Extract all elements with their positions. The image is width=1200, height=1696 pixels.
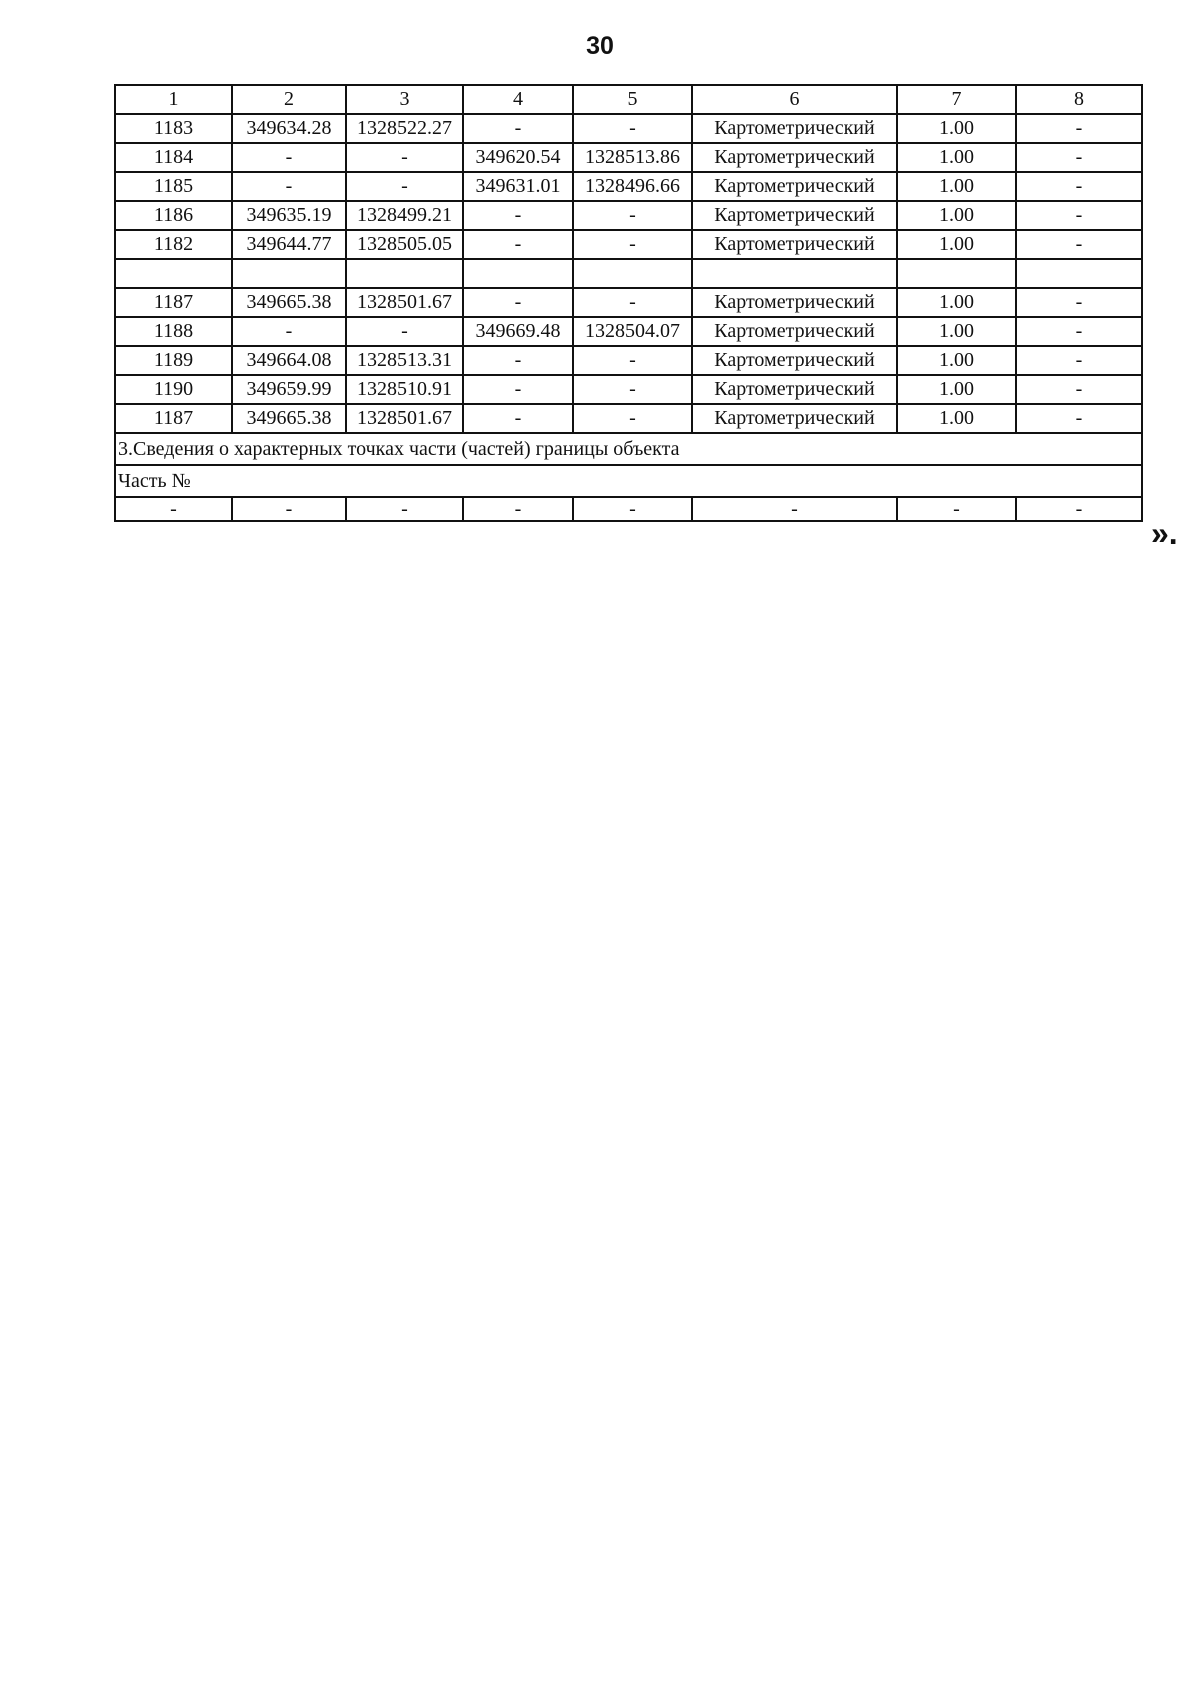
table-cell: 1184	[115, 143, 232, 172]
table-cell: 349659.99	[232, 375, 346, 404]
table-row	[115, 143, 1142, 172]
table-cell: 1328501.67	[346, 288, 463, 317]
table-cell: 1185	[115, 172, 232, 201]
table-cell: Картометрический	[692, 317, 897, 346]
dash-cell: -	[692, 497, 897, 521]
dash-cell: -	[232, 497, 346, 521]
header-cell: 5	[573, 85, 692, 114]
table-cell: -	[1016, 404, 1142, 433]
table-cell: 1328496.66	[573, 172, 692, 201]
table-row	[115, 288, 1142, 317]
table-cell: 1.00	[897, 201, 1016, 230]
table-cell: -	[463, 230, 573, 259]
table-cell: -	[1016, 201, 1142, 230]
table-cell: 349644.77	[232, 230, 346, 259]
table-cell: -	[463, 375, 573, 404]
header-cell: 3	[346, 85, 463, 114]
coordinates-table	[114, 84, 1143, 522]
part-label: Часть №	[115, 465, 1142, 497]
table-cell: Картометрический	[692, 230, 897, 259]
table-cell: 1.00	[897, 346, 1016, 375]
header-cell: 7	[897, 85, 1016, 114]
dash-cell: -	[115, 497, 232, 521]
table-row	[115, 404, 1142, 433]
table-cell: -	[232, 317, 346, 346]
table-cell: 349665.38	[232, 404, 346, 433]
table-cell: -	[232, 143, 346, 172]
table-cell	[897, 259, 1016, 288]
page-number: 30	[586, 32, 614, 60]
table-cell: -	[573, 114, 692, 143]
table-row	[115, 346, 1142, 375]
dash-cell: -	[573, 497, 692, 521]
table-cell: Картометрический	[692, 375, 897, 404]
table-cell: Картометрический	[692, 172, 897, 201]
part-row	[115, 465, 1142, 497]
table-cell: 1328513.86	[573, 143, 692, 172]
header-cell: 1	[115, 85, 232, 114]
table-cell: 1.00	[897, 317, 1016, 346]
section-title-row	[115, 433, 1142, 465]
table-cell	[463, 259, 573, 288]
table-cell: 349665.38	[232, 288, 346, 317]
table-cell: 349635.19	[232, 201, 346, 230]
table-cell: -	[346, 172, 463, 201]
table-cell: 349664.08	[232, 346, 346, 375]
dash-cell: -	[346, 497, 463, 521]
table-cell: Картометрический	[692, 143, 897, 172]
table-cell	[1016, 259, 1142, 288]
table-body	[115, 85, 1142, 521]
table-cell: 349620.54	[463, 143, 573, 172]
table-row	[115, 230, 1142, 259]
table-row	[115, 201, 1142, 230]
table-row	[115, 172, 1142, 201]
table-cell: -	[463, 201, 573, 230]
table-cell: 1.00	[897, 143, 1016, 172]
table-cell: Картометрический	[692, 404, 897, 433]
table-cell: 1190	[115, 375, 232, 404]
table-cell: -	[1016, 375, 1142, 404]
table-header-row	[115, 85, 1142, 114]
table-row	[115, 375, 1142, 404]
table-cell: Картометрический	[692, 114, 897, 143]
table-cell: -	[1016, 114, 1142, 143]
table-cell	[232, 259, 346, 288]
header-cell: 6	[692, 85, 897, 114]
dash-row	[115, 497, 1142, 521]
table-cell	[573, 259, 692, 288]
table-cell: -	[573, 404, 692, 433]
table-cell	[692, 259, 897, 288]
table-cell: 1.00	[897, 114, 1016, 143]
table-cell: 349631.01	[463, 172, 573, 201]
table-cell: 1188	[115, 317, 232, 346]
dash-cell: -	[1016, 497, 1142, 521]
table-cell: 1183	[115, 114, 232, 143]
table-row	[115, 317, 1142, 346]
table-cell: -	[573, 346, 692, 375]
table-cell: -	[1016, 288, 1142, 317]
table-cell: 1.00	[897, 404, 1016, 433]
table-cell: 1.00	[897, 230, 1016, 259]
table-cell: -	[463, 346, 573, 375]
table-cell: -	[232, 172, 346, 201]
header-cell: 2	[232, 85, 346, 114]
table-cell: 1187	[115, 404, 232, 433]
table-cell: 1328513.31	[346, 346, 463, 375]
table-cell: -	[573, 201, 692, 230]
table-cell: 1182	[115, 230, 232, 259]
table-cell: Картометрический	[692, 288, 897, 317]
dash-cell: -	[897, 497, 1016, 521]
table-row	[115, 114, 1142, 143]
section-title: 3.Сведения о характерных точках части (частей) границы объекта	[115, 433, 1142, 465]
table-cell: 1328505.05	[346, 230, 463, 259]
table-cell: 1328504.07	[573, 317, 692, 346]
table-cell: -	[1016, 172, 1142, 201]
table-cell: Картометрический	[692, 346, 897, 375]
table-cell: 1328501.67	[346, 404, 463, 433]
table-row	[115, 259, 1142, 288]
table-cell: 1.00	[897, 375, 1016, 404]
header-cell: 4	[463, 85, 573, 114]
table-cell: -	[346, 143, 463, 172]
table-cell: -	[573, 230, 692, 259]
table-cell: 1186	[115, 201, 232, 230]
table-cell: Картометрический	[692, 201, 897, 230]
header-cell: 8	[1016, 85, 1142, 114]
table-cell: -	[1016, 346, 1142, 375]
table-cell	[115, 259, 232, 288]
dash-cell: -	[463, 497, 573, 521]
table-cell: -	[573, 375, 692, 404]
table-cell: -	[463, 114, 573, 143]
table-cell: 1187	[115, 288, 232, 317]
table-cell: -	[1016, 230, 1142, 259]
table-cell: 349634.28	[232, 114, 346, 143]
table-cell: -	[1016, 143, 1142, 172]
table-cell: 349669.48	[463, 317, 573, 346]
table-cell: -	[463, 404, 573, 433]
table-cell: 1189	[115, 346, 232, 375]
table-cell: 1328510.91	[346, 375, 463, 404]
table-cell: 1.00	[897, 288, 1016, 317]
table-cell: -	[346, 317, 463, 346]
table-cell: -	[573, 288, 692, 317]
table-cell: 1.00	[897, 172, 1016, 201]
closing-quote: ».	[1151, 515, 1178, 551]
table-cell: -	[1016, 317, 1142, 346]
table-cell: 1328499.21	[346, 201, 463, 230]
table-cell: 1328522.27	[346, 114, 463, 143]
table-cell: -	[463, 288, 573, 317]
table-cell	[346, 259, 463, 288]
